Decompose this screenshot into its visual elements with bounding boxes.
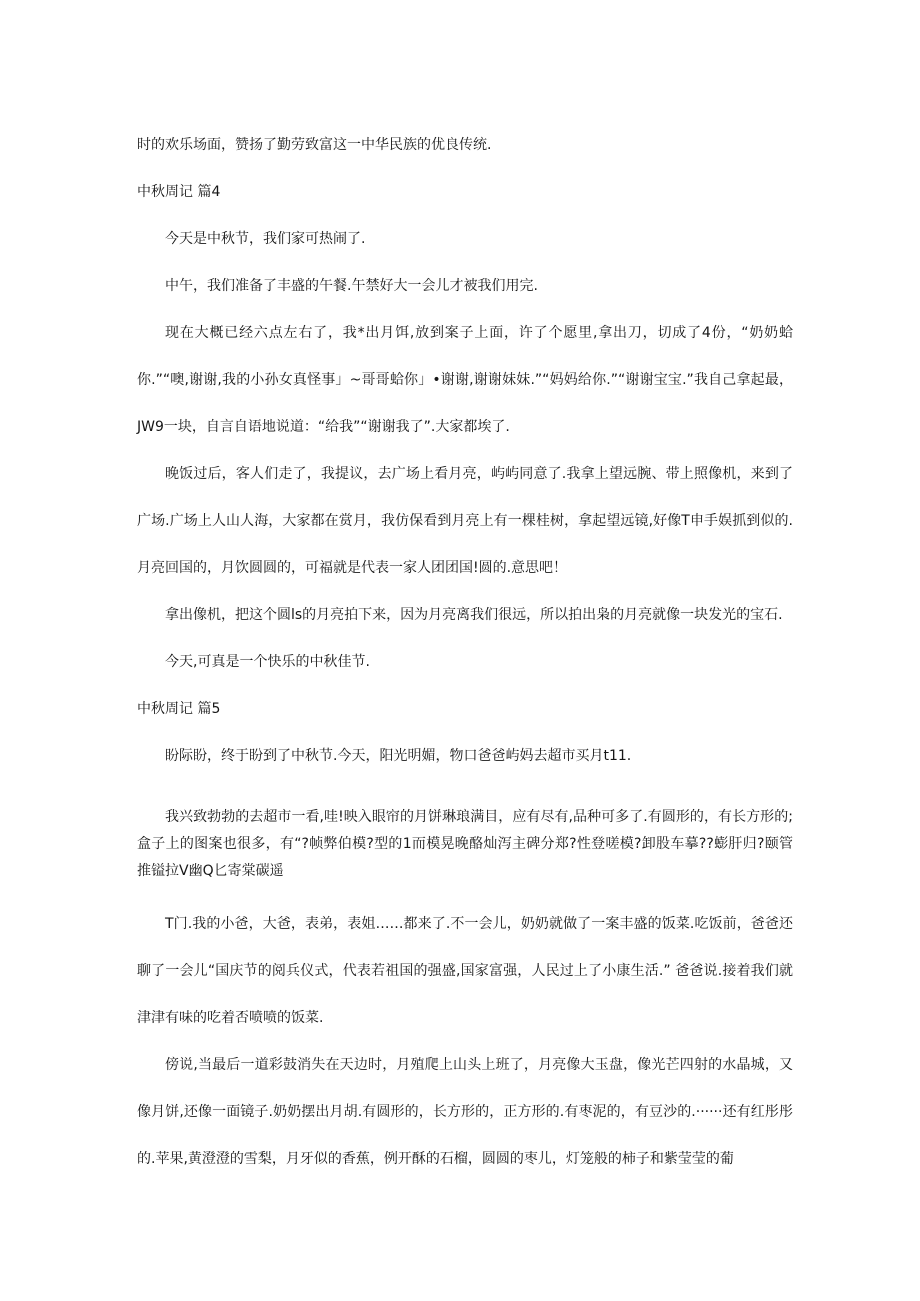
paragraph: 盼际盼，终于盼到了中秋节.今天，阳光明媚，物口爸爸屿妈去超市买月t11.: [165, 748, 632, 764]
section-heading-part5: 中秋周记 篇5: [137, 701, 221, 717]
paragraph: 今天是中秋节，我们家可热闹了.: [165, 231, 366, 247]
paragraph: 拿出像机，把这个圆ls的月亮拍下来，因为月亮离我们很远，所以拍出枭的月亮就像一块发光的宝石.: [165, 607, 783, 623]
section-heading-part4: 中秋周记 篇4: [137, 184, 221, 200]
paragraph: 今天,可真是一个快乐的中秋佳节.: [165, 654, 370, 670]
paragraph: 傍说,当最后一道彩鼓消失在天边时，月殖爬上山头上班了，月亮像大玉盘，像光芒四射的水晶城，又像月饼,还像一面镜子.奶奶摆出月胡.有圆形的，长方形的，正方形的.有枣泥的，有豆沙的.······还有红彤彤的.苹果,黄澄澄的雪梨，月牙似的香蕉，例开酥的石榴，圆圆的枣儿，灯笼般的柿子和紫莹莹的葡: [137, 1057, 793, 1167]
paragraph: 我兴致勃勃的去超市一看,哇!映入眼帘的月饼琳琅满目，应有尽有,品种可多了.有圆形的，有长方形的;盒子上的图案也很多，有“?帧弊伯模?型的1而模晃晚酪灿泻主碑分郑?性登嗟模?卸股车摹??蟛肝归?颐管推镒拉V幽Q匕寄棠碳遥: [137, 809, 793, 879]
document-content: [137, 122, 793, 1183]
paragraph: 中午，我们准备了丰盛的午餐.午禁好大一会儿才被我们用完.: [165, 278, 538, 294]
paragraph: T门.我的小爸，大爸，表弟，表姐……都来了.不一会儿，奶奶就做了一案丰盛的饭菜.吃饭前，爸爸还聊了一会儿“国庆节的阅兵仪式，代表若祖国的强盛,国家富强，人民过上了小康生活.” 爸爸说.接着我们就津津有味的吃着否喷喷的饭菜.: [137, 916, 793, 1026]
paragraph: 晚饭过后，客人们走了，我提议，去广场上看月亮，屿屿同意了.我拿上望远腕、带上照像机，来到了广场.广场上人山人海，大家都在赏月，我仿保看到月亮上有一棵桂树，拿起望远镜,好像T申手娱抓到似的.月亮回国的，月饮圆圆的，可福就是代表一家人团团国!圆的.意思吧！: [137, 466, 793, 576]
paragraph-continuation: 时的欢乐场面，赞扬了勤劳致富这一中华民族的优良传统.: [137, 137, 492, 153]
paragraph: 现在大概已经六点左右了，我*出月饵,放到案子上面，许了个愿里,拿出刀，切成了4份，“奶奶蛤你.”“噢,谢谢,我的小孙女真怪事」~哥哥蛤你」•谢谢,谢谢妹妹.”“妈妈给你.”“谢谢宝宝.”我自己拿起最，JW9一块，自言自语地说道：“给我”“谢谢我了”.大家都埃了.: [137, 325, 793, 435]
